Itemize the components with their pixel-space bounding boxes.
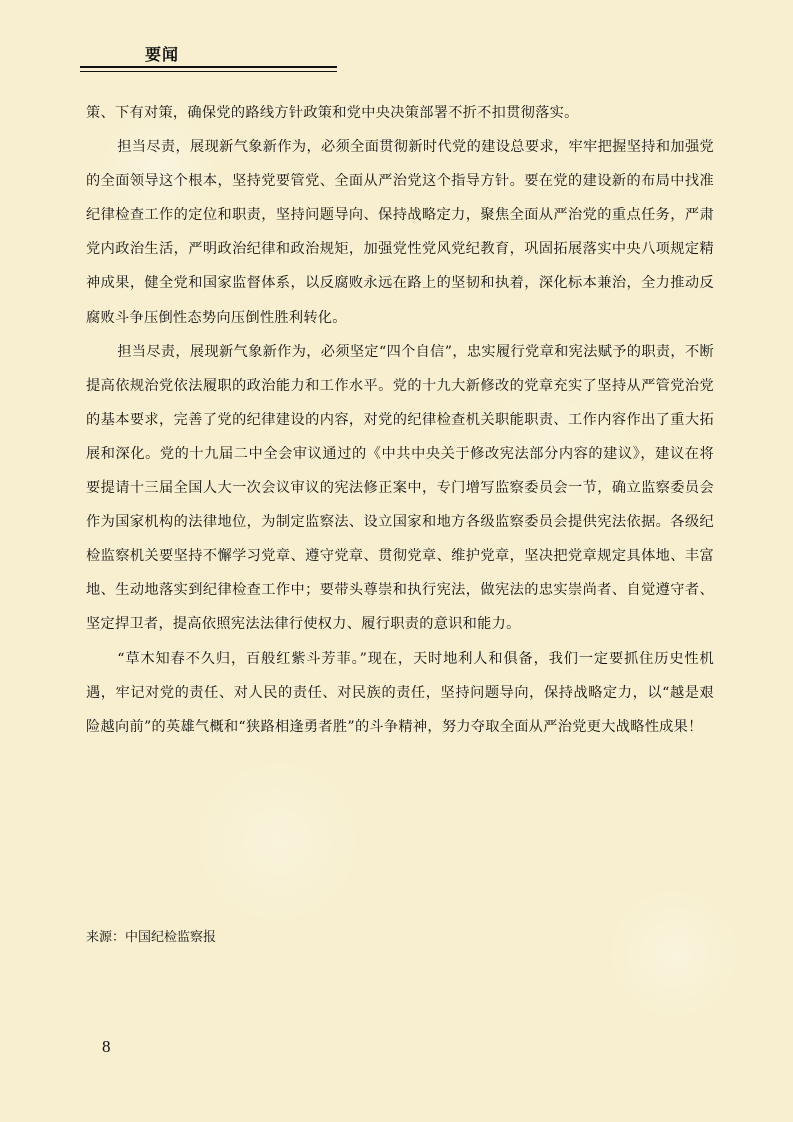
header-rule-thick	[80, 66, 337, 68]
section-title: 要闻	[145, 45, 180, 64]
article-body	[86, 96, 714, 744]
paragraph: 担当尽责，展现新气象新作为，必须坚定“四个自信”，忠实履行党章和宪法赋予的职责，不断提高依规治党依法履职的政治能力和工作水平。党的十九大新修改的党章充实了坚持从严管党治党的基本要求，完善了党的纪律建设的内容，对党的纪律检查机关职能职责、工作内容作出了重大拓展和深化。党的十九届二中全会审议通过的《中共中央关于修改宪法部分内容的建议》，建议在将要提请十三届全国人大一次会议审议的宪法修正案中，专门增写监察委员会一节，确立监察委员会作为国家机构的法律地位，为制定监察法、设立国家和地方各级监察委员会提供宪法依据。各级纪检监察机关要坚持不懈学习党章、遵守党章、贯彻党章、维护党章，坚决把党章规定具体地、丰富地、生动地落实到纪律检查工作中；要带头尊崇和执行宪法，做宪法的忠实崇尚者、自觉遵守者、坚定捍卫者，提高依照宪法法律行使权力、履行职责的意识和能力。	[86, 343, 714, 633]
paragraph: 担当尽责，展现新气象新作为，必须全面贯彻新时代党的建设总要求，牢牢把握坚持和加强党的全面领导这个根本，坚持党要管党、全面从严治党这个指导方针。要在党的建设新的布局中找准纪律检查工作的定位和职责，坚持问题导向、保持战略定力，聚焦全面从严治党的重点任务，严肃党内政治生活，严明政治纪律和政治规矩，加强党性党风党纪教育，巩固拓展落实中央八项规定精神成果，健全党和国家监督体系，以反腐败永远在路上的坚韧和执着，深化标本兼治，全力推动反腐败斗争压倒性态势向压倒性胜利转化。	[86, 139, 714, 326]
paragraph: “草木知春不久归，百般红紫斗芳菲。”现在，天时地利人和俱备，我们一定要抓住历史性机遇，牢记对党的责任、对人民的责任、对民族的责任，坚持问题导向，保持战略定力，以“越是艰险越向前”的英雄气概和“狭路相逢勇者胜”的斗争精神，努力夺取全面从严治党更大战略性成果！	[86, 650, 714, 735]
header-rule-thin	[80, 71, 337, 72]
article-source: 来源：中国纪检监察报	[86, 930, 217, 945]
page-number: 8	[102, 1037, 111, 1056]
paragraph-continuation: 策、下有对策，确保党的路线方针政策和党中央决策部署不折不扣贯彻落实。	[86, 105, 579, 121]
